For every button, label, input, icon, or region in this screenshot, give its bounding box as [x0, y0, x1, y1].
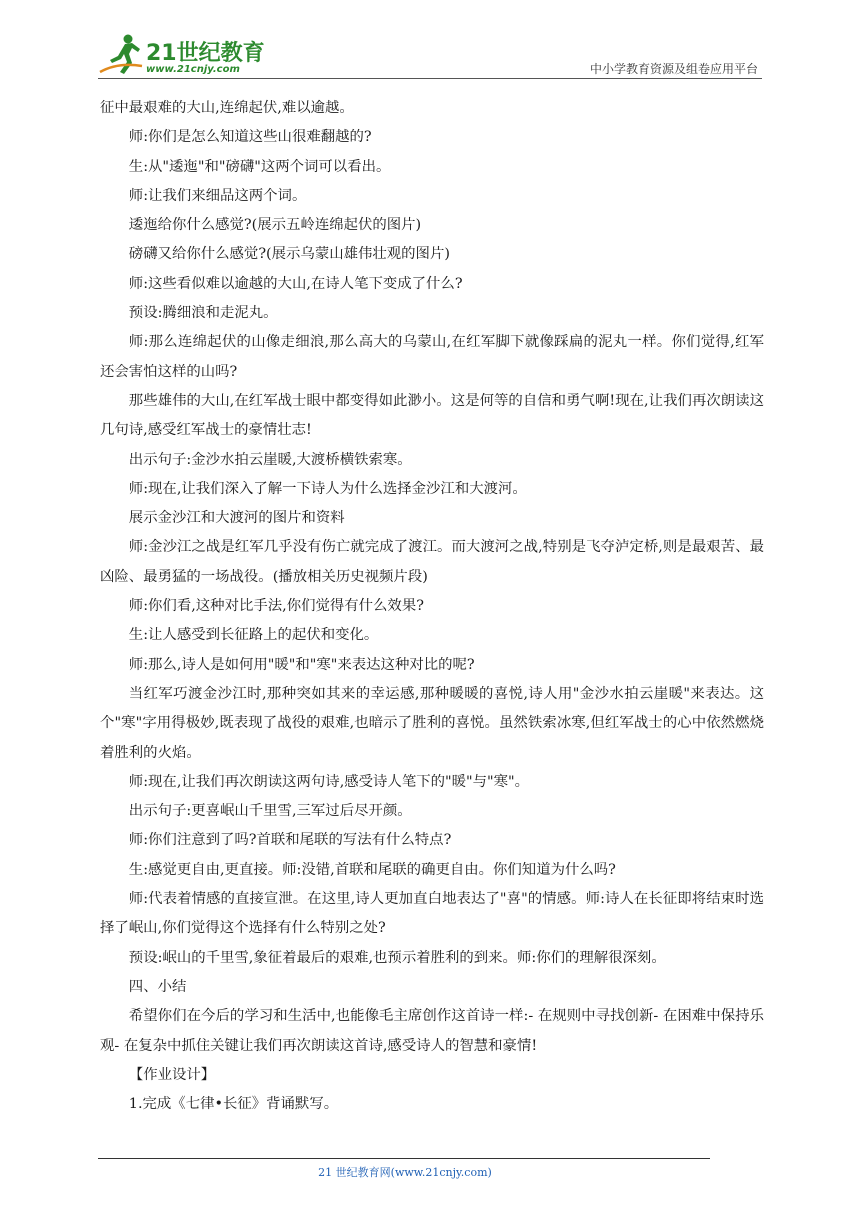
paragraph: 出示句子:金沙水拍云崖暖,大渡桥横铁索寒。: [128, 451, 412, 468]
document-body: [100, 94, 764, 1119]
paragraph: 希望你们在今后的学习和生活中,也能像毛主席创作这首诗一样:- 在规则中寻找创新- 在困难中保持乐观- 在复杂中抓住关键让我们再次朗读这首诗,感受诗人的智慧和豪情!: [100, 1008, 764, 1054]
paragraph: 生:让人感受到长征路上的起伏和变化。: [128, 627, 379, 644]
paragraph: 那些雄伟的大山,在红军战士眼中都变得如此渺小。这是何等的自信和勇气啊!现在,让我们再次朗读这几句诗,感受红军战士的豪情壮志!: [100, 392, 764, 439]
paragraph: 预设:腾细浪和走泥丸。: [128, 305, 278, 322]
paragraph: 生:从"逶迤"和"磅礴"这两个词可以看出。: [128, 158, 391, 175]
running-man-icon: [98, 32, 144, 78]
paragraph: 师:代表着情感的直接宣泄。在这里,诗人更加直白地表达了"喜"的情感。师:诗人在长征即将结束时选择了岷山,你们觉得这个选择有什么特别之处?: [100, 891, 764, 937]
paragraph: 师:让我们来细品这两个词。: [128, 187, 307, 204]
paragraph: 师:现在,让我们深入了解一下诗人为什么选择金沙江和大渡河。: [128, 480, 527, 497]
paragraph: 当红军巧渡金沙江时,那种突如其来的幸运感,那种暖暖的喜悦,诗人用"金沙水拍云崖暖"来表达。这个"寒"字用得极妙,既表现了战役的艰难,也暗示了胜利的喜悦。虽然铁索冰寒,但红军战士的心中依然燃烧着胜利的火焰。: [100, 685, 764, 761]
header-divider: [98, 78, 762, 79]
paragraph: 逶迤给你什么感觉?(展示五岭连绵起伏的图片): [128, 217, 422, 234]
paragraph: 征中最艰难的大山,连绵起伏,难以逾越。: [100, 100, 354, 116]
paragraph: 展示金沙江和大渡河的图片和资料: [128, 510, 345, 527]
paragraph: 出示句子:更喜岷山千里雪,三军过后尽开颜。: [128, 803, 412, 820]
footer-link[interactable]: 21 世纪教育网(www.21cnjy.com): [318, 1166, 492, 1179]
paragraph: 生:感觉更自由,更直接。师:没错,首联和尾联的确更自由。你们知道为什么吗?: [128, 861, 616, 878]
paragraph: 师:那么连绵起伏的山像走细浪,那么高大的乌蒙山,在红军脚下就像踩扁的泥丸一样。你们觉得,红军还会害怕这样的山吗?: [100, 334, 764, 380]
page-header: [98, 30, 758, 80]
section-heading: 【作业设计】: [128, 1066, 216, 1083]
site-logo[interactable]: [98, 30, 268, 78]
logo-url: www.21cnjy.com: [146, 64, 240, 75]
paragraph: 1.完成《七律•长征》背诵默写。: [128, 1096, 339, 1113]
platform-name: 中小学教育资源及组卷应用平台: [589, 62, 758, 76]
paragraph: 磅礴又给你什么感觉?(展示乌蒙山雄伟壮观的图片): [128, 246, 450, 263]
paragraph: 师:那么,诗人是如何用"暖"和"寒"来表达这种对比的呢?: [128, 656, 475, 673]
paragraph: 师:你们看,这种对比手法,你们觉得有什么效果?: [128, 598, 424, 615]
paragraph: 师:现在,让我们再次朗读这两句诗,感受诗人笔下的"暖"与"寒"。: [128, 773, 530, 790]
section-heading: 四、小结: [128, 978, 187, 995]
paragraph: 师:金沙江之战是红军几乎没有伤亡就完成了渡江。而大渡河之战,特别是飞夺泸定桥,则是最艰苦、最凶险、最勇猛的一场战役。(播放相关历史视频片段): [100, 539, 764, 585]
paragraph: 师:你们是怎么知道这些山很难翻越的?: [128, 129, 372, 146]
paragraph: 预设:岷山的千里雪,象征着最后的艰难,也预示着胜利的到来。师:你们的理解很深刻。: [128, 949, 666, 966]
paragraph: 师:你们注意到了吗?首联和尾联的写法有什么特点?: [128, 832, 452, 849]
paragraph: 师:这些看似难以逾越的大山,在诗人笔下变成了什么?: [128, 275, 463, 292]
footer-divider: [98, 1158, 710, 1159]
logo-text: 21世纪教育: [146, 41, 265, 66]
